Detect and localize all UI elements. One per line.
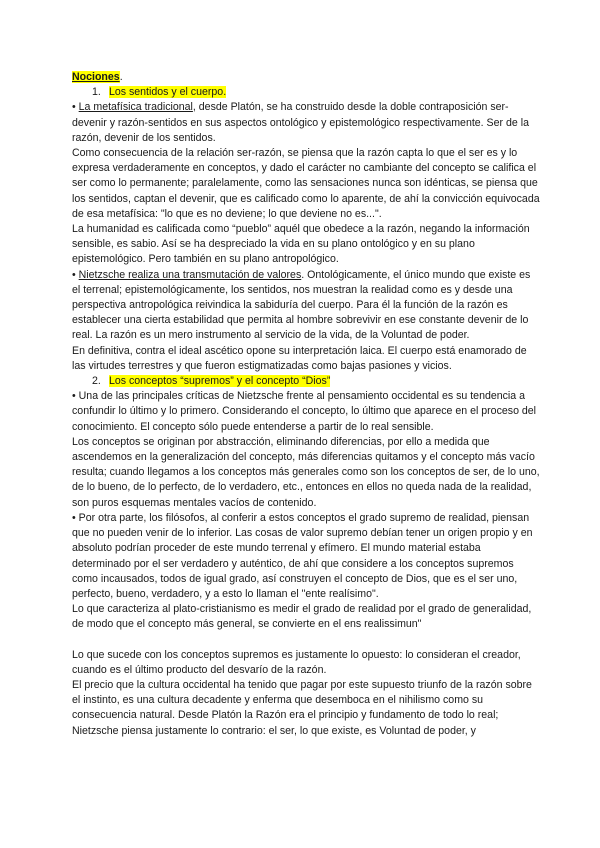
section-1-number: 1.	[92, 86, 101, 99]
section-2-paragraph-2: Los conceptos se originan por abstracción, eliminando diferencias, por ello a medida que ascendemos en la generalización del concepto, más diferencias quitamos y el concepto más vacío resulta; cuando llegamos a los conceptos más generales como son los conceptos de ser, de lo uno, de lo bueno, de lo perfecto, de lo verdadero, etc., entonces en ellos no queda nada de la realidad, son puros esquemas mentales vacíos de contenido.	[72, 435, 540, 509]
document-title	[72, 70, 540, 85]
section-2-heading	[72, 374, 540, 389]
paragraph-text: , desde Platón, se ha construido desde la doble contraposición ser-devenir y razón-sentidos en sus aspectos ontológico y epistemológico respectivamente. Ser de la razón, devenir de los sentidos.	[72, 101, 529, 144]
section-2-title: Los conceptos “supremos” y el concepto “Dios”	[108, 375, 331, 388]
section-1-paragraph-4	[72, 268, 540, 344]
underlined-term-metafisica: La metafísica tradicional	[78, 101, 193, 114]
section-2-paragraph-6: El precio que la cultura occidental ha tenido que pagar por este supuesto triunfo de la razón sobre el instinto, es una cultura decadente y enferma que desemboca en el nihilismo como su consecuencia natural. Desde Platón la Razón era el principio y fundamento de todo lo real; Nietzsche piensa justamente lo contrario: el ser, lo que existe, es Voluntad de poder, y	[72, 678, 532, 737]
section-1-title: Los sentidos y el cuerpo.	[108, 86, 227, 99]
title-text: Nociones	[72, 71, 120, 83]
section-1-paragraph-5: En definitiva, contra el ideal ascético opone su interpretación laica. El cuerpo está enamorado de las virtudes terrestres y que fueron estigmatizadas como bajas pasiones y vicios.	[72, 344, 527, 372]
paragraph-gap	[72, 633, 540, 648]
bullet: •	[72, 101, 79, 114]
section-2-paragraph-5: Lo que sucede con los conceptos supremos es justamente lo opuesto: lo consideran el creador, cuando es el último producto del desvarío de la razón.	[72, 648, 521, 676]
section-2-paragraph-3: • Por otra parte, los filósofos, al conferir a estos conceptos el grado supremo de realidad, piensan que no pueden venir de lo inferior. Las cosas de valor supremo debían tener un origen propio y en absoluto podrían proceder de este mundo terrenal y efímero. El mundo material estaba determinado por el ser verdadero y auténtico, de ahí que considere a los conceptos supremos como incausados, todos de igual grado, así construyen el concepto de Dios, que es el ser uno, perfecto, bueno, verdadero, y a esto lo llaman el "ente realísimo".	[72, 511, 533, 600]
bullet: •	[72, 268, 79, 281]
paragraph-text: . Ontológicamente, el único mundo que existe es el terrenal; epistemológicamente, los sentidos, nos muestran la realidad como es y desde una perspectiva antropológica reivindica la sabiduría del cuerpo. Para él la función de la razón es establecer una cierta estabilidad que permita al hombre sobrevivir en ese constante devenir de lo real. La razón es un mero instrumento al servicio de la vida, de la Voluntad de poder.	[72, 268, 531, 342]
underlined-term-transmutacion: Nietzsche realiza una transmutación de valores	[78, 268, 302, 281]
section-1-heading	[72, 85, 540, 100]
section-1-paragraph-3: La humanidad es calificada como “pueblo” aquél que obedece a la razón, negando la información sensible, es sabio. Así se ha despreciado la vida en su plano ontológico y en su plano epistemológico. Pero también en su plano antropológico.	[72, 223, 530, 266]
section-2-paragraph-4: Lo que caracteriza al plato-cristianismo es medir el grado de realidad por el grado de generalidad, de modo que el concepto más general, se convierte en el ens realissimun"	[72, 603, 532, 631]
title-suffix: .	[119, 71, 123, 83]
section-2-number: 2.	[92, 375, 101, 388]
section-1-paragraph-1	[72, 100, 540, 146]
section-2-paragraph-1: • Una de las principales críticas de Nietzsche frente al pensamiento occidental es su tendencia a confundir lo último y lo primero. Considerando el concepto, lo último que aparece en el proceso del conocimiento. El concepto sólo puede entenderse a partir de lo real sensible.	[72, 390, 537, 433]
section-1-paragraph-2: Como consecuencia de la relación ser-razón, se piensa que la razón capta lo que el ser es y lo expresa verdaderamente en conceptos, y dado el carácter no cambiante del concepto se califica el ser como lo permanente; paralelamente, como las sensaciones nunca son idénticas, se piensa que los sentidos, captan el devenir, que es calificado como lo aparente, de ahí la convicción equivocada de esa metafísica: "lo que es no deviene; lo que deviene no es...".	[72, 147, 540, 220]
